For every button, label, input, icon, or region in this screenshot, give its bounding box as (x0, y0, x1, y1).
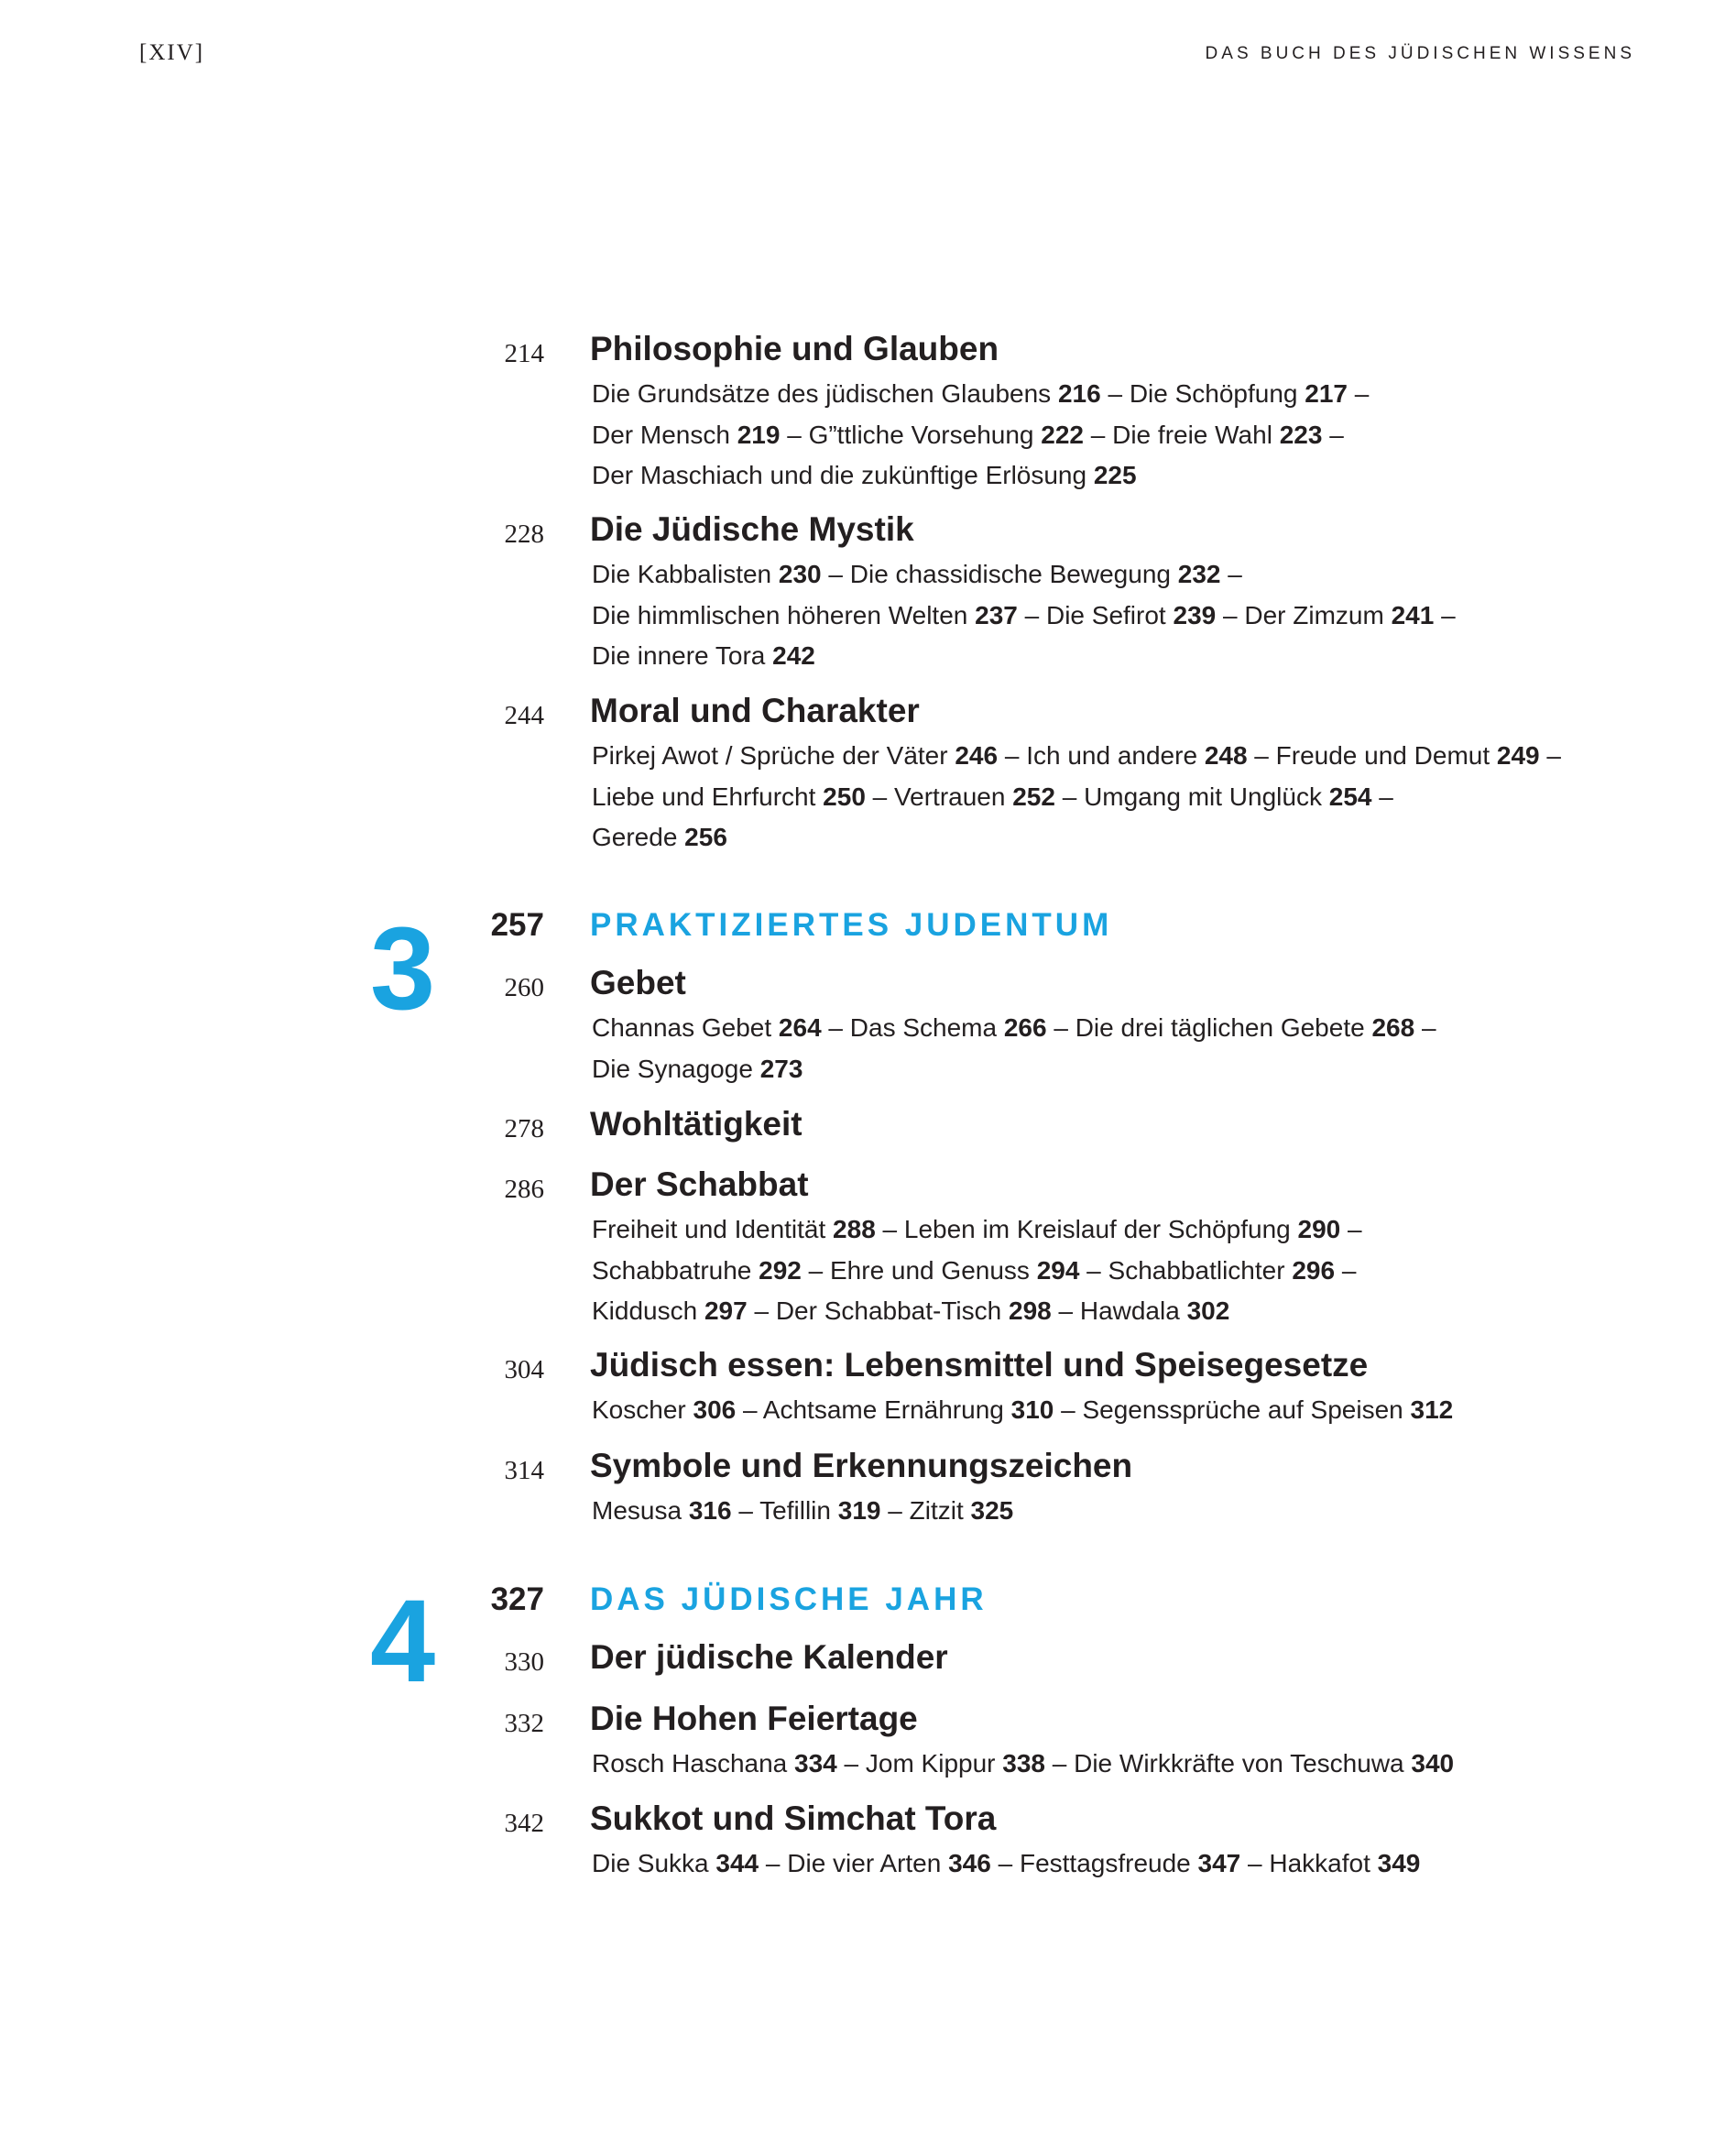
subtopic-text: – Ich und andere (998, 741, 1205, 770)
subtopic-text: Die Kabbalisten (592, 560, 779, 588)
chapter-page-number: 327 (490, 1581, 544, 1617)
subtopic-line (592, 1843, 1420, 1885)
entry-page-number: 260 (504, 973, 544, 1002)
subtopic-text: – Achtsame Ernährung (736, 1395, 1011, 1424)
entry-subtopics (592, 554, 1456, 677)
subtopic-page-number: 316 (688, 1496, 732, 1525)
entry-page-number: 314 (504, 1456, 544, 1485)
subtopic-page-number: 288 (833, 1215, 876, 1243)
subtopic-line (592, 554, 1456, 596)
entry-subtopics (592, 1390, 1453, 1431)
subtopic-page-number: 292 (759, 1255, 802, 1285)
subtopic-line (592, 1008, 1436, 1049)
entry-title: Symbole und Erkennungszeichen (590, 1447, 1133, 1484)
subtopic-page-number: 216 (1057, 379, 1101, 408)
subtopic-text: – Der Zimzum (1216, 600, 1392, 629)
subtopic-text: – (1220, 560, 1242, 588)
subtopic-page-number: 264 (778, 1013, 822, 1042)
subtopic-text: – Schabbatlichter (1079, 1255, 1293, 1285)
entry-page-number: 342 (504, 1809, 544, 1838)
subtopic-line (592, 1049, 1436, 1090)
subtopic-line (592, 374, 1369, 415)
subtopic-text: Freiheit und Identität (592, 1215, 834, 1243)
subtopic-text: – Die chassidische Bewegung (821, 560, 1178, 588)
subtopic-line (592, 1491, 1013, 1532)
chapter-page-number: 257 (490, 907, 544, 943)
subtopic-text: – Festtagsfreude (990, 1849, 1198, 1877)
subtopic-page-number: 294 (1036, 1255, 1080, 1285)
subtopic-page-number: 347 (1197, 1849, 1241, 1877)
subtopic-page-number: 338 (1002, 1749, 1045, 1778)
subtopic-page-number: 248 (1204, 741, 1248, 770)
subtopic-text: – Ehre und Genuss (801, 1255, 1037, 1285)
subtopic-page-number: 246 (955, 741, 999, 770)
subtopic-page-number: 349 (1377, 1849, 1421, 1877)
entry-subtopics (592, 1008, 1436, 1089)
subtopic-page-number: 290 (1297, 1215, 1341, 1243)
subtopic-page-number: 273 (759, 1054, 803, 1083)
subtopic-text: Kiddusch (592, 1296, 704, 1325)
subtopic-page-number: 249 (1496, 741, 1540, 770)
entry-subtopics (592, 1491, 1013, 1532)
subtopic-text: – Leben im Kreislauf der Schöpfung (875, 1215, 1298, 1243)
subtopic-text: – Die Schöpfung (1100, 379, 1305, 408)
subtopic-text: – (1414, 1013, 1436, 1042)
subtopic-text: Koscher (592, 1395, 693, 1424)
subtopic-line (592, 777, 1561, 818)
entry-subtopics (592, 1843, 1420, 1885)
subtopic-page-number: 340 (1411, 1749, 1455, 1778)
subtopic-text: Pirkej Awot / Sprüche der Väter (592, 741, 955, 770)
subtopic-text: – Segenssprüche auf Speisen (1054, 1395, 1411, 1424)
subtopic-page-number: 312 (1410, 1395, 1454, 1424)
subtopic-page-number: 296 (1292, 1255, 1336, 1285)
entry-title: Gebet (590, 964, 686, 1001)
subtopic-line (592, 1744, 1454, 1785)
entry-page-number: 330 (504, 1647, 544, 1677)
subtopic-text: Der Maschiach und die zukünftige Erlösung (592, 461, 1094, 489)
subtopic-text: – (1340, 1215, 1362, 1243)
subtopic-line (592, 1390, 1453, 1431)
subtopic-text: – Die Wirkkräfte von Teschuwa (1044, 1749, 1412, 1778)
subtopic-page-number: 306 (693, 1395, 737, 1424)
entry-subtopics (592, 1209, 1362, 1332)
subtopic-text: Der Mensch (592, 420, 737, 449)
subtopic-page-number: 319 (837, 1496, 881, 1525)
subtopic-text: – (1434, 600, 1456, 629)
subtopic-text: – Tefillin (731, 1496, 838, 1525)
entry-title: Der jüdische Kalender (590, 1638, 948, 1676)
entry-title: Sukkot und Simchat Tora (590, 1799, 997, 1837)
subtopic-page-number: 232 (1177, 560, 1221, 588)
subtopic-page-number: 298 (1009, 1296, 1052, 1325)
subtopic-text: – Die vier Arten (759, 1849, 949, 1877)
chapter-title: PRAKTIZIERTES JUDENTUM (590, 907, 1113, 943)
subtopic-line (592, 1251, 1362, 1292)
page-folio: [XIV] (139, 40, 205, 65)
entry-subtopics (592, 736, 1561, 859)
subtopic-page-number: 237 (975, 600, 1018, 629)
subtopic-text: – Hawdala (1051, 1296, 1187, 1325)
entry-page-number: 214 (504, 339, 544, 368)
entry-page-number: 286 (504, 1175, 544, 1204)
subtopic-page-number: 344 (715, 1849, 759, 1877)
subtopic-line (592, 636, 1456, 677)
subtopic-page-number: 252 (1012, 782, 1055, 811)
subtopic-text: Schabbatruhe (592, 1255, 759, 1285)
subtopic-page-number: 217 (1305, 379, 1348, 408)
entry-page-number: 304 (504, 1355, 544, 1384)
subtopic-text: – (1539, 741, 1561, 770)
subtopic-text: Gerede (592, 823, 685, 851)
entry-subtopics (592, 374, 1369, 497)
entry-title: Die Hohen Feiertage (590, 1700, 918, 1737)
subtopic-text: – Umgang mit Unglück (1054, 782, 1329, 811)
subtopic-text: – Jom Kippur (836, 1749, 1003, 1778)
subtopic-text: Die himmlischen höheren Welten (592, 600, 976, 629)
subtopic-text: – Das Schema (821, 1013, 1004, 1042)
entry-title: Jüdisch essen: Lebensmittel und Speisegesetze (590, 1346, 1369, 1384)
subtopic-text: – (1322, 420, 1344, 449)
entry-title: Der Schabbat (590, 1165, 809, 1203)
entry-title: Moral und Charakter (590, 692, 920, 729)
entry-page-number: 244 (504, 701, 544, 730)
subtopic-text: Liebe und Ehrfurcht (592, 782, 824, 811)
subtopic-text: Mesusa (592, 1496, 689, 1525)
entry-page-number: 278 (504, 1114, 544, 1143)
subtopic-text: Die Grundsätze des jüdischen Glaubens (592, 379, 1058, 408)
subtopic-page-number: 254 (1328, 782, 1372, 811)
subtopic-text: – (1348, 379, 1370, 408)
running-head: DAS BUCH DES JÜDISCHEN WISSENS (1205, 44, 1635, 63)
subtopic-text: – Der Schabbat-Tisch (747, 1296, 1009, 1325)
subtopic-text: – Die Sefirot (1017, 600, 1174, 629)
entry-subtopics (592, 1744, 1454, 1785)
subtopic-page-number: 225 (1093, 461, 1137, 489)
subtopic-text: Die innere Tora (592, 641, 773, 670)
subtopic-text: – Vertrauen (865, 782, 1013, 811)
subtopic-page-number: 242 (772, 641, 815, 670)
subtopic-text: – (1335, 1255, 1357, 1285)
chapter-number: 4 (370, 1576, 436, 1707)
subtopic-page-number: 241 (1391, 600, 1435, 629)
subtopic-page-number: 256 (684, 823, 727, 851)
subtopic-page-number: 219 (737, 420, 781, 449)
subtopic-page-number: 239 (1173, 600, 1217, 629)
entry-title: Wohltätigkeit (590, 1105, 802, 1143)
subtopic-text: – Freude und Demut (1247, 741, 1497, 770)
subtopic-text: Die Sukka (592, 1849, 716, 1877)
subtopic-text: – (1371, 782, 1393, 811)
subtopic-page-number: 268 (1371, 1013, 1415, 1042)
subtopic-page-number: 346 (948, 1849, 991, 1877)
subtopic-line (592, 415, 1369, 456)
entry-title: Die Jüdische Mystik (590, 510, 914, 548)
subtopic-page-number: 302 (1186, 1296, 1230, 1325)
subtopic-page-number: 223 (1279, 420, 1323, 449)
entry-page-number: 332 (504, 1709, 544, 1738)
chapter-title: DAS JÜDISCHE JAHR (590, 1581, 988, 1617)
subtopic-line (592, 455, 1369, 497)
subtopic-line (592, 1209, 1362, 1251)
subtopic-text: – Die drei täglichen Gebete (1046, 1013, 1372, 1042)
subtopic-text: Channas Gebet (592, 1013, 779, 1042)
subtopic-text: – Zitzit (880, 1496, 971, 1525)
entry-title: Philosophie und Glauben (590, 330, 999, 367)
subtopic-line (592, 736, 1561, 777)
subtopic-text: – G”ttliche Vorsehung (780, 420, 1042, 449)
subtopic-text: Die Synagoge (592, 1054, 760, 1083)
subtopic-page-number: 297 (704, 1296, 748, 1325)
subtopic-text: Rosch Haschana (592, 1749, 795, 1778)
subtopic-text: – Hakkafot (1240, 1849, 1378, 1877)
subtopic-page-number: 334 (794, 1749, 837, 1778)
subtopic-page-number: 310 (1010, 1395, 1054, 1424)
subtopic-page-number: 230 (778, 560, 822, 588)
subtopic-page-number: 325 (970, 1496, 1014, 1525)
subtopic-page-number: 222 (1041, 420, 1084, 449)
subtopic-page-number: 266 (1003, 1013, 1047, 1042)
subtopic-text: – Die freie Wahl (1083, 420, 1280, 449)
subtopic-line (592, 1291, 1362, 1332)
chapter-number: 3 (370, 903, 436, 1034)
subtopic-line (592, 596, 1456, 637)
subtopic-line (592, 817, 1561, 859)
subtopic-page-number: 250 (823, 782, 866, 811)
entry-page-number: 228 (504, 520, 544, 549)
